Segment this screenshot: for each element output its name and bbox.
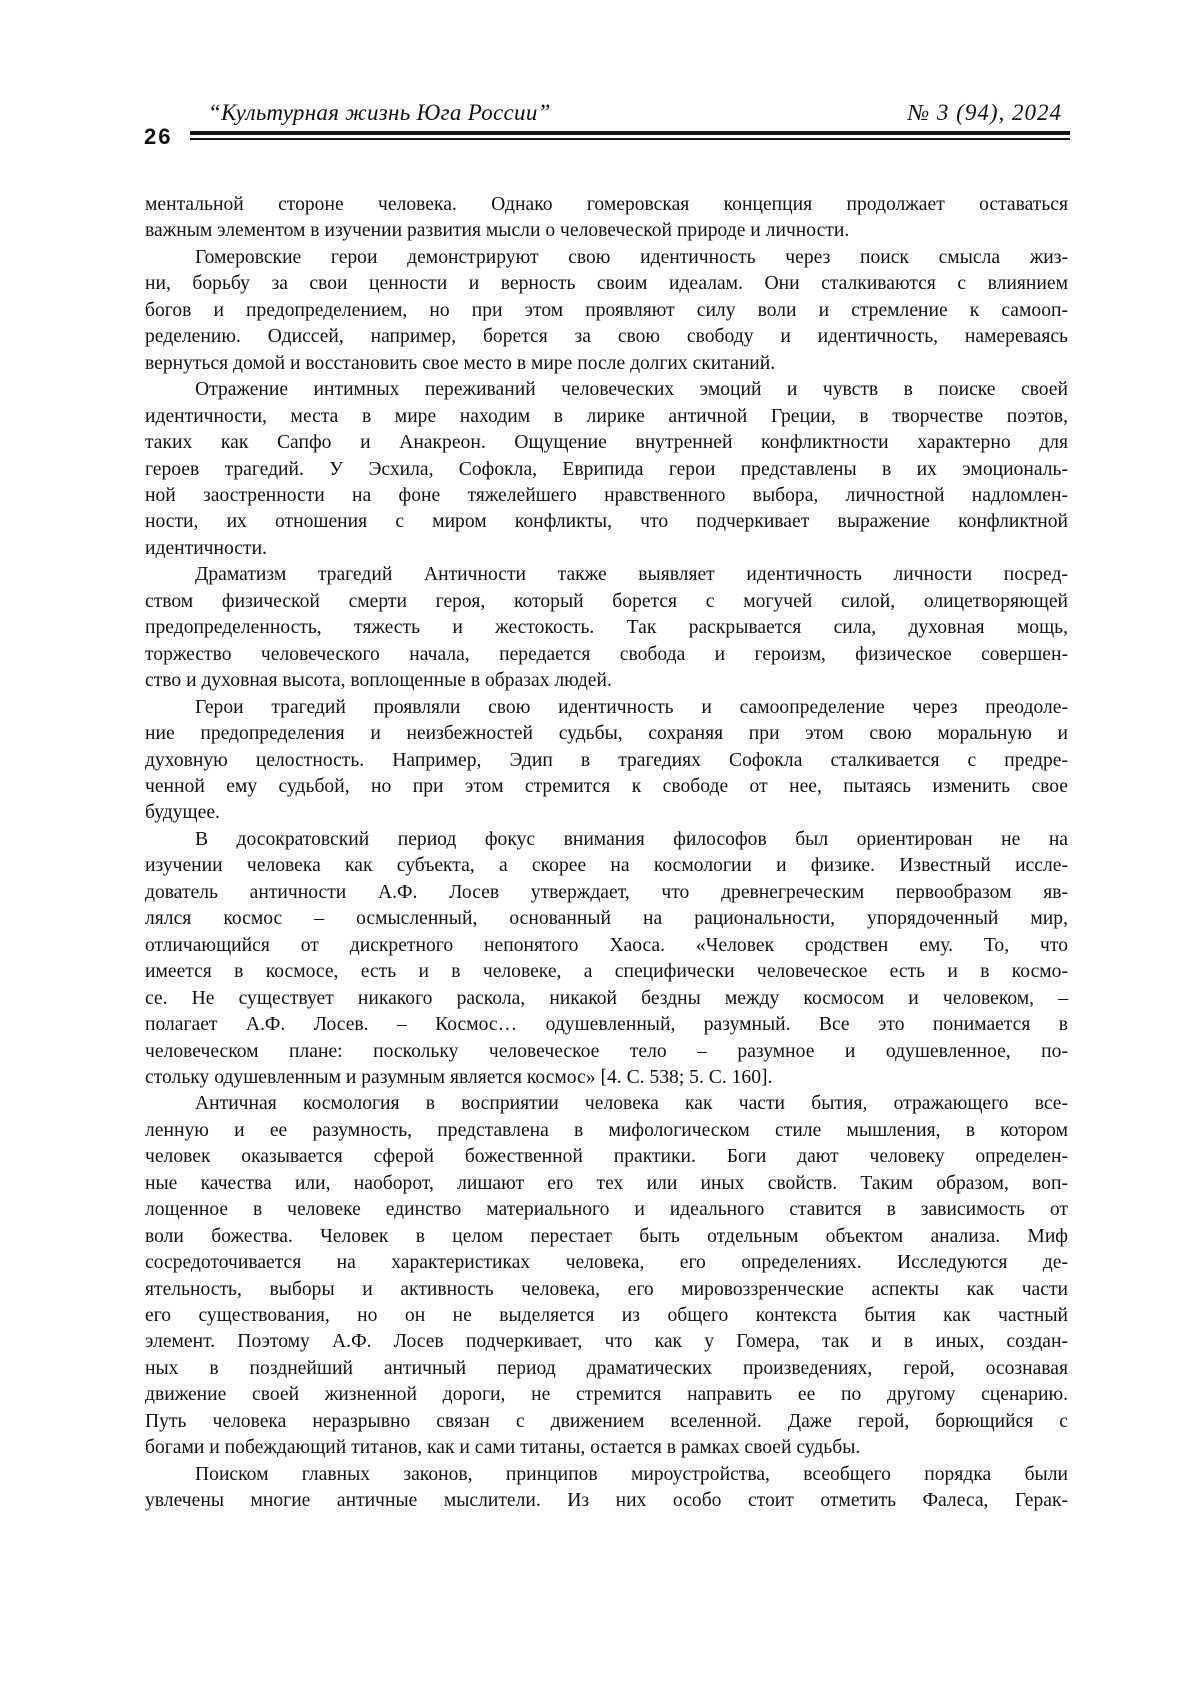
- text-line: ние предопределения и неизбежностей судьбы, сохраняя при этом свою моральную и: [145, 721, 1068, 747]
- text-line: полагает А.Ф. Лосев. – Космос… одушевленный, разумный. Все это понимается в: [145, 1012, 1068, 1038]
- text-line: богов и предопределением, но при этом проявляют силу воли и стремление к самооп-: [145, 298, 1068, 324]
- text-line: Драматизм трагедий Античности также выявляет идентичность личности посред-: [145, 562, 1068, 588]
- text-line: ство и духовная высота, воплощенные в образах людей.: [145, 668, 1068, 694]
- text-line: таких как Сапфо и Анакреон. Ощущение внутренней конфликтности характерно для: [145, 430, 1068, 456]
- text-line: ством физической смерти героя, который борется с могучей силой, олицетворяющей: [145, 589, 1068, 615]
- journal-title: “Культурная жизнь Юга России”: [208, 100, 551, 126]
- text-line: дователь античности А.Ф. Лосев утверждает, что древнегреческим первообразом яв-: [145, 880, 1068, 906]
- text-line: ности, их отношения с миром конфликты, что подчеркивает выражение конфликтной: [145, 509, 1068, 535]
- text-line: вернуться домой и восстановить свое место в мире после долгих скитаний.: [145, 351, 1068, 377]
- issue-number: № 3 (94), 2024: [907, 100, 1062, 126]
- text-line: ные качества или, наоборот, лишают его тех или иных свойств. Таким образом, воп-: [145, 1171, 1068, 1197]
- text-line: сосредоточивается на характеристиках человека, его определениях. Исследуются де-: [145, 1250, 1068, 1276]
- text-line: ределению. Одиссей, например, борется за свою свободу и идентичность, намереваясь: [145, 324, 1068, 350]
- text-line: се. Не существует никакого раскола, никакой бездны между космосом и человеком, –: [145, 986, 1068, 1012]
- text-line: ченной ему судьбой, но при этом стремится к свободе от нее, пытаясь изменить свое: [145, 774, 1068, 800]
- text-line: увлечены многие античные мыслители. Из них особо стоит отметить Фалеса, Герак-: [145, 1488, 1068, 1514]
- text-line: движение своей жизненной дороги, не стремится направить ее по другому сценарию.: [145, 1382, 1068, 1408]
- text-line: В досократовский период фокус внимания философов был ориентирован не на: [145, 827, 1068, 853]
- text-line: ленную и ее разумность, представлена в мифологическом стиле мышления, в котором: [145, 1118, 1068, 1144]
- text-line: ментальной стороне человека. Однако гомеровская концепция продолжает оставаться: [145, 192, 1068, 218]
- text-line: героев трагедий. У Эсхила, Софокла, Еврипида герои представлены в их эмоциональ-: [145, 457, 1068, 483]
- text-line: отличающийся от дискретного непонятого Хаоса. «Человек сродствен ему. То, что: [145, 933, 1068, 959]
- text-line: идентичности.: [145, 536, 1068, 562]
- header-rule-thick: [190, 131, 1070, 135]
- text-line: элемент. Поэтому А.Ф. Лосев подчеркивает, что как у Гомера, так и в иных, создан-: [145, 1329, 1068, 1355]
- text-line: богами и побеждающий титанов, как и сами титаны, остается в рамках своей судьбы.: [145, 1435, 1068, 1461]
- text-line: Античная космология в восприятии человека как части бытия, отражающего все-: [145, 1091, 1068, 1117]
- text-line: Отражение интимных переживаний человеческих эмоций и чувств в поиске своей: [145, 377, 1068, 403]
- text-line: предопределенность, тяжесть и жестокость. Так раскрывается сила, духовная мощь,: [145, 615, 1068, 641]
- text-line: ятельность, выборы и активность человека, его мировоззренческие аспекты как части: [145, 1277, 1068, 1303]
- text-line: лялся космос – осмысленный, основанный на рациональности, упорядоченный мир,: [145, 906, 1068, 932]
- text-line: стольку одушевленным и разумным является космос» [4. С. 538; 5. С. 160].: [145, 1065, 1068, 1091]
- article-body: [145, 192, 1068, 1515]
- header-rule-thin: [190, 138, 1070, 140]
- text-line: Герои трагедий проявляли свою идентичность и самоопределение через преодоле-: [145, 695, 1068, 721]
- text-line: ной заостренности на фоне тяжелейшего нравственного выбора, личностной надломлен-: [145, 483, 1068, 509]
- running-head: [144, 100, 1070, 144]
- text-line: Гомеровские герои демонстрируют свою идентичность через поиск смысла жиз-: [145, 245, 1068, 271]
- text-line: имеется в космосе, есть и в человеке, а специфически человеческое есть и в космо-: [145, 959, 1068, 985]
- text-line: человек оказывается сферой божественной практики. Боги дают человеку определен-: [145, 1144, 1068, 1170]
- text-line: торжество человеческого начала, передается свобода и героизм, физическое совершен-: [145, 642, 1068, 668]
- text-line: важным элементом в изучении развития мысли о человеческой природе и личности.: [145, 218, 1068, 244]
- text-line: человеческом плане: поскольку человеческое тело – разумное и одушевленное, по-: [145, 1039, 1068, 1065]
- text-line: духовную целостность. Например, Эдип в трагедиях Софокла сталкивается с предре-: [145, 748, 1068, 774]
- text-line: будущее.: [145, 800, 1068, 826]
- text-line: идентичности, места в мире находим в лирике античной Греции, в творчестве поэтов,: [145, 404, 1068, 430]
- text-line: лощенное в человеке единство материального и идеального ставится в зависимость от: [145, 1197, 1068, 1223]
- text-line: ных в позднейший античный период драматических произведениях, герой, осознавая: [145, 1356, 1068, 1382]
- text-line: изучении человека как субъекта, а скорее на космологии и физике. Известный иссле-: [145, 853, 1068, 879]
- text-line: Путь человека неразрывно связан с движением вселенной. Даже герой, борющийся с: [145, 1409, 1068, 1435]
- text-line: воли божества. Человек в целом перестает быть отдельным объектом анализа. Миф: [145, 1224, 1068, 1250]
- text-line: ни, борьбу за свои ценности и верность своим идеалам. Они сталкиваются с влиянием: [145, 271, 1068, 297]
- page-number: 26: [144, 124, 172, 150]
- text-line: Поиском главных законов, принципов мироустройства, всеобщего порядка были: [145, 1462, 1068, 1488]
- text-line: его существования, но он не выделяется из общего контекста бытия как частный: [145, 1303, 1068, 1329]
